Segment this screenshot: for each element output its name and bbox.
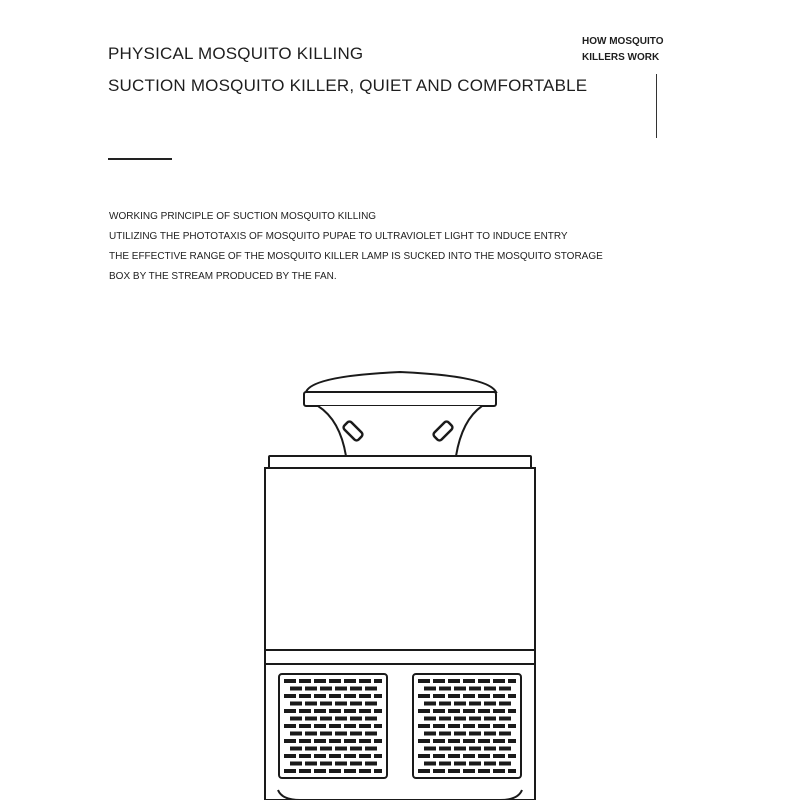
side-label-line-2: KILLERS WORK bbox=[582, 52, 660, 63]
main-body bbox=[265, 468, 535, 650]
principle-line-1: WORKING PRINCIPLE OF SUCTION MOSQUITO KILLING bbox=[109, 211, 377, 222]
page-subtitle: SUCTION MOSQUITO KILLER, QUIET AND COMFORTABLE bbox=[108, 76, 588, 95]
lamp-neck bbox=[318, 406, 482, 456]
lamp-cap-rim bbox=[304, 392, 496, 406]
lamp-cap-dome bbox=[306, 372, 496, 392]
principle-line-3: THE EFFECTIVE RANGE OF THE MOSQUITO KILLER LAMP IS SUCKED INTO THE MOSQUITO STORAGE bbox=[109, 251, 603, 262]
principle-line-4: BOX BY THE STREAM PRODUCED BY THE FAN. bbox=[109, 271, 337, 282]
page-title: PHYSICAL MOSQUITO KILLING bbox=[108, 44, 364, 63]
principle-line-2: UTILIZING THE PHOTOTAXIS OF MOSQUITO PUPAE TO ULTRAVIOLET LIGHT TO INDUCE ENTRY bbox=[109, 231, 568, 242]
side-label-line-1: HOW MOSQUITO bbox=[582, 36, 664, 47]
base-ring bbox=[278, 790, 522, 800]
top-plate bbox=[269, 456, 531, 468]
